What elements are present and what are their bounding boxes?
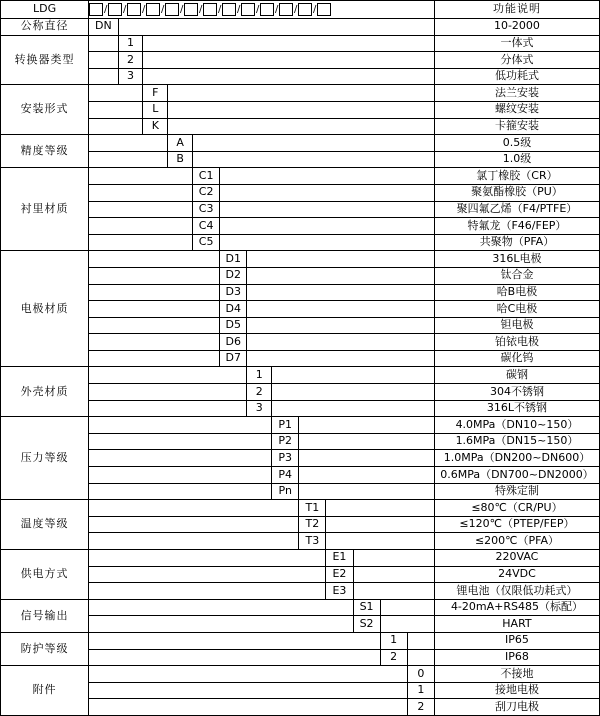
table-row — [1, 566, 600, 583]
code-cell: 1 — [247, 367, 272, 384]
table-row — [1, 400, 600, 417]
desc-cell: 304不锈钢 — [434, 384, 599, 401]
blank-cell — [89, 334, 220, 351]
blank-cell — [89, 367, 247, 384]
table-row — [1, 367, 600, 384]
blank-cell — [89, 85, 143, 102]
code-cell: P2 — [272, 433, 299, 450]
desc-cell: 氯丁橡胶（CR） — [434, 168, 599, 185]
blank-cell — [89, 550, 326, 567]
blank-cell — [89, 500, 299, 517]
desc-cell: 4.0MPa（DN10~150） — [434, 417, 599, 434]
desc-cell: 铂铱电极 — [434, 334, 599, 351]
blank-cell — [89, 168, 193, 185]
code-cell: E3 — [326, 583, 353, 600]
code-slot-box — [108, 3, 122, 16]
blank-cell — [89, 400, 247, 417]
code-cell: B — [168, 151, 193, 168]
code-cell: P1 — [272, 417, 299, 434]
blank-cell — [89, 251, 220, 268]
model-code-slots — [89, 1, 435, 19]
blank-cell — [89, 566, 326, 583]
blank-cell — [299, 483, 435, 500]
code-cell: 3 — [118, 68, 143, 85]
blank-cell — [380, 599, 434, 616]
table-row — [1, 417, 600, 434]
desc-cell: 共聚物（PFA） — [434, 234, 599, 251]
desc-cell: 1.0级 — [434, 151, 599, 168]
slot-separator: / — [255, 3, 260, 15]
code-cell: S2 — [353, 616, 380, 633]
category-electrode-material: 电极材质 — [1, 251, 89, 367]
blank-cell — [89, 201, 193, 218]
table-row — [1, 450, 600, 467]
desc-cell: 碳钢 — [434, 367, 599, 384]
code-cell: 3 — [247, 400, 272, 417]
blank-cell — [89, 666, 408, 683]
blank-cell — [220, 218, 435, 235]
blank-cell — [272, 367, 435, 384]
blank-cell — [89, 68, 118, 85]
blank-cell — [89, 184, 193, 201]
slot-separator: / — [217, 3, 222, 15]
slot-separator: / — [198, 3, 203, 15]
code-cell: 1 — [118, 35, 143, 52]
code-slot-box — [222, 3, 236, 16]
code-cell: P4 — [272, 467, 299, 484]
code-cell: C4 — [193, 218, 220, 235]
blank-cell — [407, 632, 434, 649]
table-row — [1, 384, 600, 401]
table-row — [1, 201, 600, 218]
table-row — [1, 52, 600, 69]
table-row — [1, 616, 600, 633]
category-power-supply: 供电方式 — [1, 550, 89, 600]
code-cell: D4 — [220, 301, 247, 318]
blank-cell — [272, 400, 435, 417]
table-row — [1, 433, 600, 450]
desc-cell: ≤120℃（PTEP/FEP） — [434, 516, 599, 533]
slot-separator: / — [179, 3, 184, 15]
blank-cell — [168, 101, 435, 118]
blank-cell — [326, 516, 435, 533]
category-signal-output: 信号输出 — [1, 599, 89, 632]
code-slot-box — [184, 3, 198, 16]
code-cell: 2 — [380, 649, 407, 666]
blank-cell — [193, 151, 435, 168]
desc-cell: 刮刀电极 — [434, 699, 599, 716]
blank-cell — [89, 317, 220, 334]
blank-cell — [272, 384, 435, 401]
blank-cell — [89, 284, 220, 301]
code-slot-box — [317, 3, 331, 16]
table-row — [1, 301, 600, 318]
code-slot-box — [127, 3, 141, 16]
code-cell: 2 — [247, 384, 272, 401]
blank-cell — [89, 632, 380, 649]
description-column-header: 功能说明 — [434, 1, 599, 19]
blank-cell — [326, 533, 435, 550]
table-row — [1, 234, 600, 251]
code-cell: Pn — [272, 483, 299, 500]
blank-cell — [89, 583, 326, 600]
code-cell: C3 — [193, 201, 220, 218]
desc-cell: 聚四氟乙烯（F4/PTFE） — [434, 201, 599, 218]
table-row-header — [1, 1, 600, 19]
blank-cell — [247, 317, 435, 334]
desc-cell: 1.0MPa（DN200~DN600） — [434, 450, 599, 467]
desc-cell: 24VDC — [434, 566, 599, 583]
desc-cell: 法兰安装 — [434, 85, 599, 102]
blank-cell — [247, 267, 435, 284]
code-cell: E2 — [326, 566, 353, 583]
category-accuracy-class: 精度等级 — [1, 135, 89, 168]
table-row — [1, 284, 600, 301]
desc-cell: 螺纹安装 — [434, 101, 599, 118]
code-slot-box — [241, 3, 255, 16]
code-cell: T3 — [299, 533, 326, 550]
blank-cell — [89, 533, 299, 550]
category-pressure-rating: 压力等级 — [1, 417, 89, 500]
desc-cell: 哈C电极 — [434, 301, 599, 318]
code-cell: 2 — [118, 52, 143, 69]
table-row — [1, 516, 600, 533]
desc-cell: 分体式 — [434, 52, 599, 69]
table-row — [1, 334, 600, 351]
blank-cell — [143, 35, 435, 52]
blank-cell — [89, 118, 143, 135]
code-cell: L — [143, 101, 168, 118]
blank-cell — [89, 384, 247, 401]
code-slot-box — [203, 3, 217, 16]
table-row — [1, 649, 600, 666]
blank-cell — [247, 251, 435, 268]
table-row — [1, 85, 600, 102]
code-cell: 1 — [407, 682, 434, 699]
blank-cell — [143, 52, 435, 69]
table-row — [1, 533, 600, 550]
table-row — [1, 35, 600, 52]
desc-cell: 碳化钨 — [434, 350, 599, 367]
blank-cell — [326, 500, 435, 517]
desc-cell: IP68 — [434, 649, 599, 666]
desc-cell: 低功耗式 — [434, 68, 599, 85]
code-cell: C5 — [193, 234, 220, 251]
desc-cell: ≤200℃（PFA） — [434, 533, 599, 550]
blank-cell — [193, 135, 435, 152]
blank-cell — [168, 85, 435, 102]
blank-cell — [247, 350, 435, 367]
blank-cell — [89, 467, 272, 484]
table-row — [1, 500, 600, 517]
desc-cell: 316L电极 — [434, 251, 599, 268]
code-cell: C2 — [193, 184, 220, 201]
desc-cell: 316L不锈钢 — [434, 400, 599, 417]
category-liner-material: 衬里材质 — [1, 168, 89, 251]
blank-cell — [168, 118, 435, 135]
slot-separator: / — [122, 3, 127, 15]
blank-cell — [353, 566, 434, 583]
blank-cell — [89, 101, 143, 118]
blank-cell — [407, 649, 434, 666]
code-cell: D3 — [220, 284, 247, 301]
blank-cell — [89, 234, 193, 251]
desc-cell: 卡箍安装 — [434, 118, 599, 135]
code-cell: D6 — [220, 334, 247, 351]
table-row — [1, 699, 600, 716]
blank-cell — [118, 19, 434, 36]
table-row — [1, 317, 600, 334]
code-cell: D5 — [220, 317, 247, 334]
code-cell-dn: DN — [89, 19, 118, 36]
table-row — [1, 168, 600, 185]
blank-cell — [89, 599, 353, 616]
table-row — [1, 467, 600, 484]
desc-cell: 哈B电极 — [434, 284, 599, 301]
blank-cell — [89, 135, 168, 152]
blank-cell — [89, 52, 118, 69]
desc-cell: IP65 — [434, 632, 599, 649]
code-cell: 1 — [380, 632, 407, 649]
desc-cell: ≤80℃（CR/PU） — [434, 500, 599, 517]
desc-cell: 聚氨酯橡胶（PU） — [434, 184, 599, 201]
blank-cell — [353, 583, 434, 600]
desc-cell: 特殊定制 — [434, 483, 599, 500]
code-cell: T1 — [299, 500, 326, 517]
blank-cell — [89, 699, 408, 716]
code-cell: E1 — [326, 550, 353, 567]
code-cell: D7 — [220, 350, 247, 367]
category-installation-type: 安装形式 — [1, 85, 89, 135]
blank-cell — [89, 682, 408, 699]
table-row — [1, 599, 600, 616]
blank-cell — [220, 168, 435, 185]
desc-cell: 接地电极 — [434, 682, 599, 699]
blank-cell — [299, 417, 435, 434]
code-cell: 2 — [407, 699, 434, 716]
blank-cell — [89, 616, 353, 633]
code-slot-box — [146, 3, 160, 16]
blank-cell — [220, 234, 435, 251]
desc-cell: 4-20mA+RS485（标配） — [434, 599, 599, 616]
blank-cell — [89, 267, 220, 284]
table-row — [1, 184, 600, 201]
desc-cell: 1.6MPa（DN15~150） — [434, 433, 599, 450]
table-row — [1, 682, 600, 699]
blank-cell — [220, 201, 435, 218]
slot-separator: / — [160, 3, 165, 15]
table-row — [1, 68, 600, 85]
blank-cell — [89, 450, 272, 467]
blank-cell — [89, 483, 272, 500]
desc-cell: 220VAC — [434, 550, 599, 567]
blank-cell — [353, 550, 434, 567]
model-prefix-cell: LDG — [1, 1, 89, 19]
blank-cell — [89, 417, 272, 434]
code-cell: D1 — [220, 251, 247, 268]
blank-cell — [299, 450, 435, 467]
category-accessories: 附件 — [1, 666, 89, 716]
blank-cell — [247, 301, 435, 318]
table-row — [1, 550, 600, 567]
table-row — [1, 151, 600, 168]
code-cell: K — [143, 118, 168, 135]
code-cell: C1 — [193, 168, 220, 185]
desc-cell: 一体式 — [434, 35, 599, 52]
blank-cell — [89, 433, 272, 450]
code-cell: 0 — [407, 666, 434, 683]
blank-cell — [89, 35, 118, 52]
table-row — [1, 583, 600, 600]
category-nominal-diameter: 公称直径 — [1, 19, 89, 36]
code-slot-box — [165, 3, 179, 16]
category-converter-type: 转换器类型 — [1, 35, 89, 85]
code-cell: D2 — [220, 267, 247, 284]
slot-separator: / — [312, 3, 317, 15]
desc-cell: HART — [434, 616, 599, 633]
code-slot-box — [260, 3, 274, 16]
desc-cell: 钛合金 — [434, 267, 599, 284]
code-cell: F — [143, 85, 168, 102]
desc-cell: 特氟龙（F46/FEP） — [434, 218, 599, 235]
desc-cell: 不接地 — [434, 666, 599, 683]
slot-separator: / — [141, 3, 146, 15]
code-slot-box — [279, 3, 293, 16]
code-slot-box — [298, 3, 312, 16]
code-cell: A — [168, 135, 193, 152]
blank-cell — [89, 516, 299, 533]
code-cell: S1 — [353, 599, 380, 616]
table-row — [1, 350, 600, 367]
code-cell: T2 — [299, 516, 326, 533]
table-row — [1, 267, 600, 284]
category-temperature-rating: 温度等级 — [1, 500, 89, 550]
slot-separator: / — [293, 3, 298, 15]
desc-cell: 锂电池（仅限低功耗式） — [434, 583, 599, 600]
slot-separator: / — [274, 3, 279, 15]
table-row — [1, 251, 600, 268]
code-slot-box — [89, 3, 103, 16]
table-row — [1, 101, 600, 118]
desc-cell: 0.6MPa（DN700~DN2000） — [434, 467, 599, 484]
blank-cell — [89, 151, 168, 168]
blank-cell — [143, 68, 435, 85]
table-row — [1, 118, 600, 135]
blank-cell — [299, 467, 435, 484]
table-row — [1, 218, 600, 235]
blank-cell — [247, 284, 435, 301]
slot-separator: / — [103, 3, 108, 15]
blank-cell — [380, 616, 434, 633]
table-row — [1, 666, 600, 683]
category-housing-material: 外壳材质 — [1, 367, 89, 417]
table-row — [1, 135, 600, 152]
blank-cell — [89, 218, 193, 235]
blank-cell — [299, 433, 435, 450]
blank-cell — [247, 334, 435, 351]
blank-cell — [89, 649, 380, 666]
table-row — [1, 483, 600, 500]
blank-cell — [89, 350, 220, 367]
table-row — [1, 19, 600, 36]
blank-cell — [89, 301, 220, 318]
slot-separator: / — [236, 3, 241, 15]
blank-cell — [220, 184, 435, 201]
desc-cell: 钽电极 — [434, 317, 599, 334]
code-cell: P3 — [272, 450, 299, 467]
category-protection-rating: 防护等级 — [1, 632, 89, 665]
desc-cell: 10-2000 — [434, 19, 599, 36]
table-row — [1, 632, 600, 649]
desc-cell: 0.5级 — [434, 135, 599, 152]
